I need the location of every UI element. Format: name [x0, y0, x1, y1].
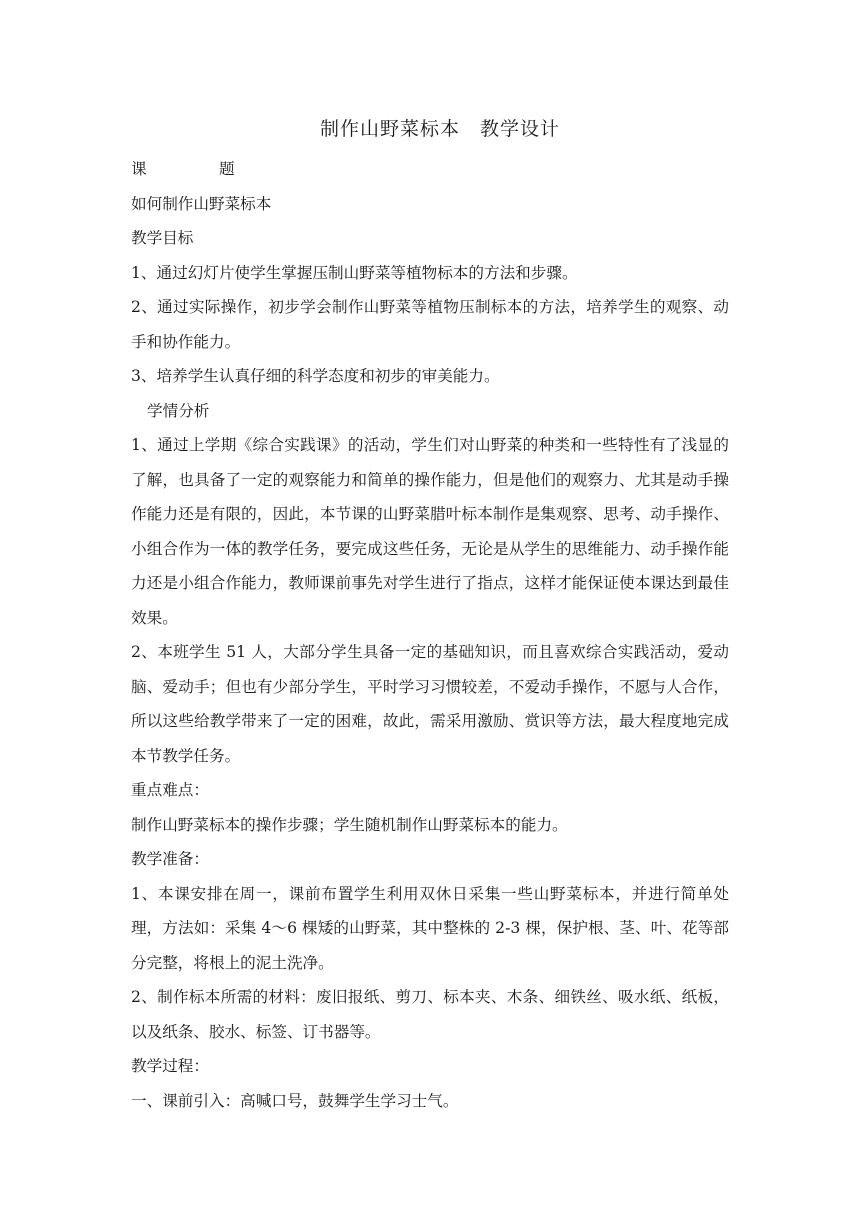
prep-heading: 教学准备： [131, 850, 209, 868]
prep-item-1: 1、本课安排在周一，课前布置学生利用双休日采集一些山野菜标本，并进行简单处理，方法如：采集 4～6 棵矮的山野菜，其中整株的 2-3 棵，保护根、茎、叶、花等部分完整，将根上的泥土洗净。 [131, 884, 729, 972]
goal-item-1: 1、通过幻灯片使学生掌握压制山野菜等植物标本的方法和步骤。 [131, 263, 578, 282]
goal-item-3: 3、培养学生认真仔细的科学态度和初步的审美能力。 [131, 367, 500, 385]
prep-item-2: 2、制作标本所需的材料：废旧报纸、剪刀、标本夹、木条、细铁丝、吸水纸、纸板，以及纸条、胶水、标签、订书器等。 [131, 988, 729, 1041]
analysis-item-2: 2、本班学生 51 人，大部分学生具备一定的基础知识，而且喜欢综合实践活动，爱动脑、爱动手；但也有少部分学生，平时学习习惯较差，不爱动手操作，不愿与人合作，所以这些给教学带来了一定的困难，故此，需采用激励、赏识等方法，最大程度地完成本节教学任务。 [131, 643, 729, 765]
topic-label-2: 题 [219, 160, 235, 178]
topic-label-1: 课 [131, 160, 147, 178]
goals-heading: 教学目标 [131, 229, 194, 247]
key-text: 制作山野菜标本的操作步骤；学生随机制作山野菜标本的能力。 [131, 815, 568, 834]
goal-item-2: 2、通过实际操作，初步学会制作山野菜等植物压制标本的方法，培养学生的观察、动手和协作能力。 [131, 298, 729, 351]
process-heading: 教学过程： [131, 1057, 209, 1075]
key-heading: 重点难点： [131, 781, 209, 799]
topic-text: 如何制作山野菜标本 [131, 194, 272, 213]
topic-heading [131, 152, 729, 187]
process-item-1: 一、课前引入：高喊口号，鼓舞学生学习士气。 [131, 1091, 459, 1110]
analysis-heading: 学情分析 [147, 401, 210, 420]
document-title: 制作山野菜标本 教学设计 [319, 118, 560, 140]
analysis-item-1: 1、通过上学期《综合实践课》的活动，学生们对山野菜的种类和一些特性有了浅显的了解，也具备了一定的观察能力和简单的操作能力，但是他们的观察力、尤其是动手操作能力还是有限的，因此，本节课的山野菜腊叶标本制作是集观察、思考、动手操作、小组合作为一体的教学任务，要完成这些任务，无论是从学生的思维能力、动手操作能力还是小组合作能力，教师课前事先对学生进行了指点，这样才能保证使本课达到最佳效果。 [131, 436, 729, 627]
